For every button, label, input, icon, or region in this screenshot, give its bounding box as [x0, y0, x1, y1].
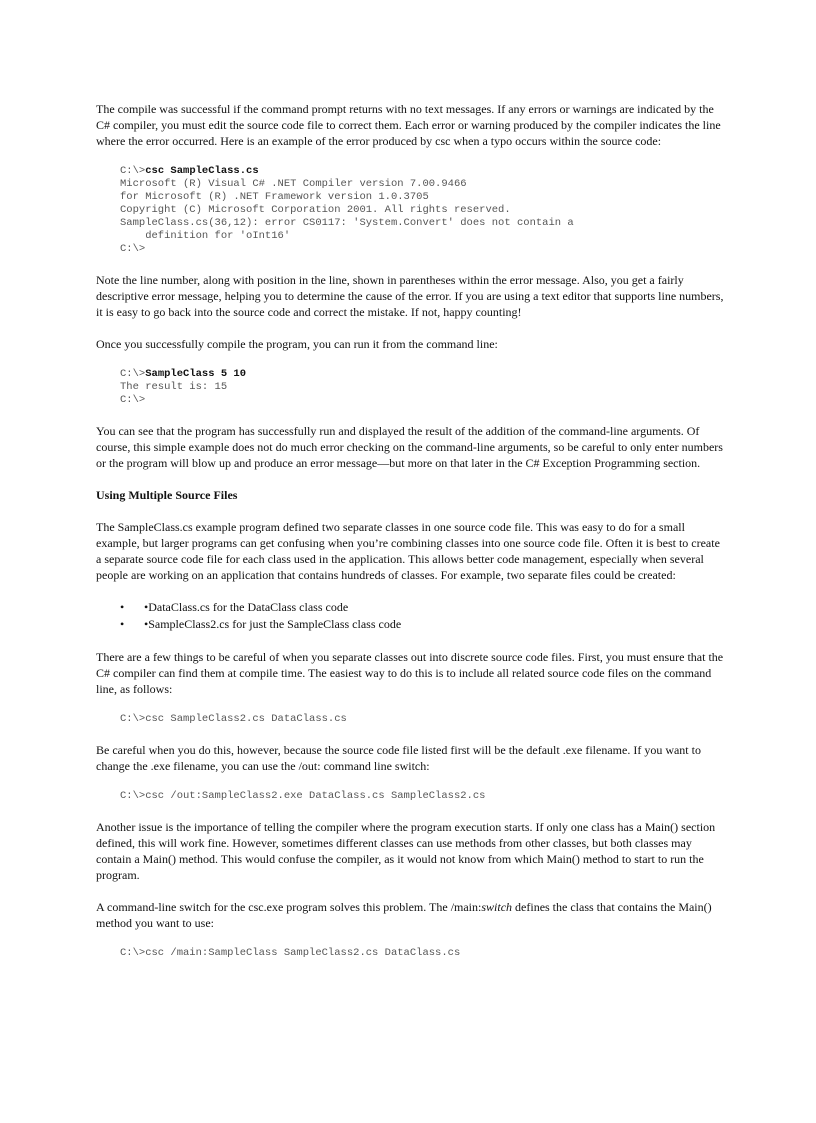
paragraph-main-switch: A command-line switch for the csc.exe program solves this problem. The /main:switch defines the class that contains the Main() method you want to use: — [96, 900, 712, 930]
code-command: SampleClass 5 10 — [145, 368, 247, 380]
code-output: The result is: 15 C:\> — [120, 381, 228, 406]
list-item: • •DataClass.cs for the DataClass class code — [120, 600, 349, 614]
list-item: • •SampleClass2.cs for just the SampleClass class code — [120, 617, 402, 631]
bullet-icon: • — [120, 600, 125, 614]
code-command: csc SampleClass.cs — [145, 165, 259, 177]
code-block-run — [96, 368, 726, 407]
section-heading: Using Multiple Source Files — [96, 488, 238, 502]
code-block-out-switch: C:\>csc /out:SampleClass2.exe DataClass.cs SampleClass2.cs — [120, 790, 486, 802]
code-prompt: C:\> — [120, 165, 146, 177]
paragraph-compile-success: The compile was successful if the command prompt returns with no text messages. If any errors or warnings are indicated by the C# compiler, you must edit the source code file to correct them. Each error or warning produced by the compiler indicates the line where the error occurred. Here is an example of the error produced by csc when a typo occurs within the source code: — [96, 102, 721, 148]
code-block-compile-error — [96, 165, 726, 256]
code-block-main-switch: C:\>csc /main:SampleClass SampleClass2.cs DataClass.cs — [120, 947, 461, 959]
paragraph-error-message: Note the line number, along with position in the line, shown in parentheses within the error message. Also, you get a fairly descriptive error message, helping you to determine the cause of the error. If you are using a text editor that supports line numbers, it is easy to go back into the source code and correct the mistake. If not, happy counting! — [96, 273, 724, 319]
code-output: Microsoft (R) Visual C# .NET Compiler version 7.00.9466 for Microsoft (R) .NET Framework version 1.0.3705 Copyright (C) Microsoft Corporation 2001. All rights reserved. SampleClass.cs(36,12): error CS0117: 'System.Convert' does not contain a definition for 'oInt16' C:\> — [120, 178, 574, 255]
paragraph-main-issue: Another issue is the importance of telling the compiler where the program execution starts. If only one class has a Main() section defined, this will work fine. However, sometimes different classes can use methods from other classes, but both classes may contain a Main() method. This would confuse the compiler, as it would not know from which Main() method to start to run the program. — [96, 820, 716, 882]
paragraph-out-switch: Be careful when you do this, however, because the source code file listed first will be the default .exe filename. If you want to change the .exe filename, you can use the /out: command line switch: — [96, 743, 701, 773]
paragraph-run-program: Once you successfully compile the program, you can run it from the command line: — [96, 337, 498, 351]
document-body — [96, 101, 726, 960]
file-list — [96, 599, 726, 633]
code-prompt: C:\> — [120, 368, 146, 380]
paragraph-run-result: You can see that the program has successfully run and displayed the result of the addition of the command-line arguments. Of course, this simple example does not do much error checking on the command-line arguments, so be careful to only enter numbers or the program will blow up and produce an error message—but more on that later in the C# Exception Programming section. — [96, 424, 723, 470]
code-block-compile-multiple: C:\>csc SampleClass2.cs DataClass.cs — [120, 713, 347, 725]
paragraph-multiple-files: The SampleClass.cs example program defined two separate classes in one source code file. This was easy to do for a small example, but larger programs can get confusing when you’re combining classes into one source code file. Often it is best to create a separate source code file for each class used in the application. This allows better code management, especially when several people are working on an application that contains hundreds of classes. For example, two separate files could be created: — [96, 520, 720, 582]
paragraph-separate-classes: There are a few things to be careful of when you separate classes out into discrete source code files. First, you must ensure that the C# compiler can find them at compile time. The easiest way to do this is to include all related source code files on the command line, as follows: — [96, 650, 724, 696]
bullet-icon: • — [120, 617, 125, 631]
